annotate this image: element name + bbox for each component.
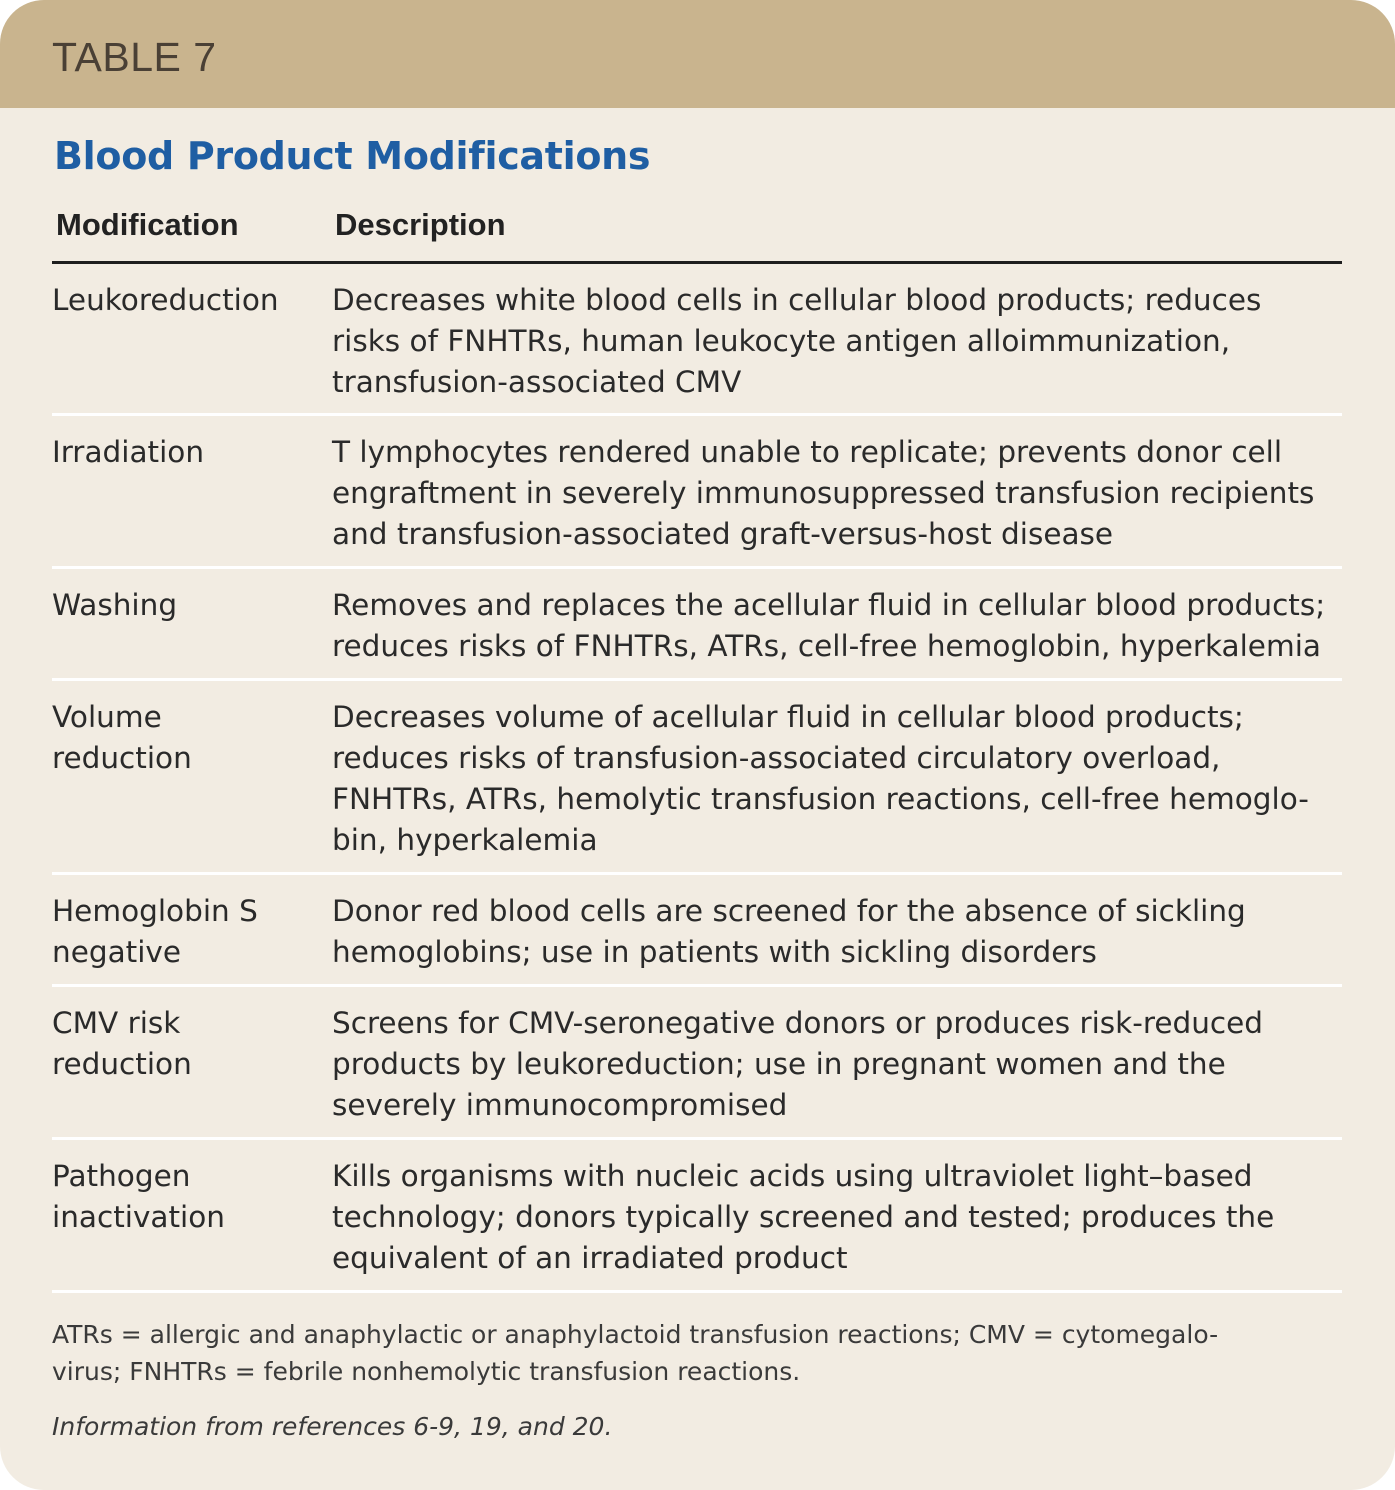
modification-cell: [52, 1003, 314, 1085]
description-cell: [332, 432, 1352, 555]
description-line: Decreases volume of acellular fluid in cellular blood products;: [332, 700, 1244, 734]
table-row: [52, 569, 1342, 681]
modification-line: Pathogen: [52, 1159, 191, 1193]
column-header-description: Description: [335, 207, 506, 242]
description-line: FNHTRs, ATRs, hemolytic transfusion reactions, cell-free hemoglo-: [332, 782, 1309, 816]
modification-cell: [52, 891, 314, 973]
table-row: [52, 1140, 1342, 1293]
modification-cell: [52, 585, 314, 626]
description-line: Decreases white blood cells in cellular blood products; reduces: [332, 283, 1262, 317]
description-line: products by leukoreduction; use in pregnant women and the: [332, 1047, 1226, 1081]
description-line: equivalent of an irradiated product: [332, 1241, 848, 1275]
description-line: engraftment in severely immunosuppressed transfusion recipients: [332, 476, 1315, 510]
description-line: severely immunocompromised: [332, 1088, 788, 1122]
footnote-line: ATRs = allergic and anaphylactic or anaphylactoid transfusion reactions; CMV = cytomegalo-: [52, 1320, 1219, 1349]
modification-line: Washing: [52, 588, 178, 622]
description-line: technology; donors typically screened and tested; produces the: [332, 1200, 1275, 1234]
table-header-band: [0, 0, 1395, 108]
description-line: Screens for CMV-seronegative donors or produces risk-reduced: [332, 1006, 1264, 1040]
table-row: [52, 987, 1342, 1140]
modification-line: reduction: [52, 1047, 192, 1081]
description-cell: [332, 697, 1352, 861]
description-cell: [332, 1003, 1352, 1126]
description-line: reduces risks of FNHTRs, ATRs, cell-free hemoglobin, hyperkalemia: [332, 629, 1321, 663]
modification-cell: [52, 697, 314, 779]
modification-cell: [52, 280, 314, 321]
abbreviations-footnote: [52, 1316, 1352, 1390]
table-body: [52, 264, 1342, 1293]
modification-line: Leukoreduction: [52, 283, 279, 317]
description-line: hemoglobins; use in patients with sickling disorders: [332, 935, 1097, 969]
description-line: Donor red blood cells are screened for the absence of sickling: [332, 894, 1246, 928]
description-line: Removes and replaces the acellular fluid in cellular blood products;: [332, 588, 1326, 622]
table-row: [52, 875, 1342, 987]
description-line: bin, hyperkalemia: [332, 823, 598, 857]
modification-line: negative: [52, 935, 182, 969]
table-row: [52, 264, 1342, 416]
column-header-modification: Modification: [56, 207, 239, 242]
description-cell: [332, 1156, 1352, 1279]
table-title: Blood Product Modifications: [54, 134, 651, 178]
description-cell: [332, 891, 1352, 973]
table-row: [52, 681, 1342, 875]
modification-cell: [52, 432, 314, 473]
description-line: T lymphocytes rendered unable to replicate; prevents donor cell: [332, 435, 1283, 469]
modification-line: Hemoglobin S: [52, 894, 258, 928]
modification-line: Volume: [52, 700, 162, 734]
description-line: and transfusion-associated graft-versus-host disease: [332, 517, 1114, 551]
footnote-line: virus; FNHTRs = febrile nonhemolytic transfusion reactions.: [52, 1357, 801, 1386]
modification-line: reduction: [52, 741, 192, 775]
modification-cell: [52, 1156, 314, 1238]
description-line: reduces risks of transfusion-associated circulatory overload,: [332, 741, 1221, 775]
description-line: risks of FNHTRs, human leukocyte antigen alloimmunization,: [332, 324, 1231, 358]
modification-line: inactivation: [52, 1200, 225, 1234]
description-cell: [332, 280, 1352, 403]
description-line: Kills organisms with nucleic acids using ultraviolet light–based: [332, 1159, 1253, 1193]
modification-line: CMV risk: [52, 1006, 181, 1040]
description-cell: [332, 585, 1352, 667]
modification-line: Irradiation: [52, 435, 205, 469]
table-row: [52, 416, 1342, 569]
description-line: transfusion-associated CMV: [332, 365, 742, 399]
source-note: Information from references 6-9, 19, and 20.: [52, 1412, 613, 1441]
table-number-label: TABLE 7: [52, 34, 217, 80]
